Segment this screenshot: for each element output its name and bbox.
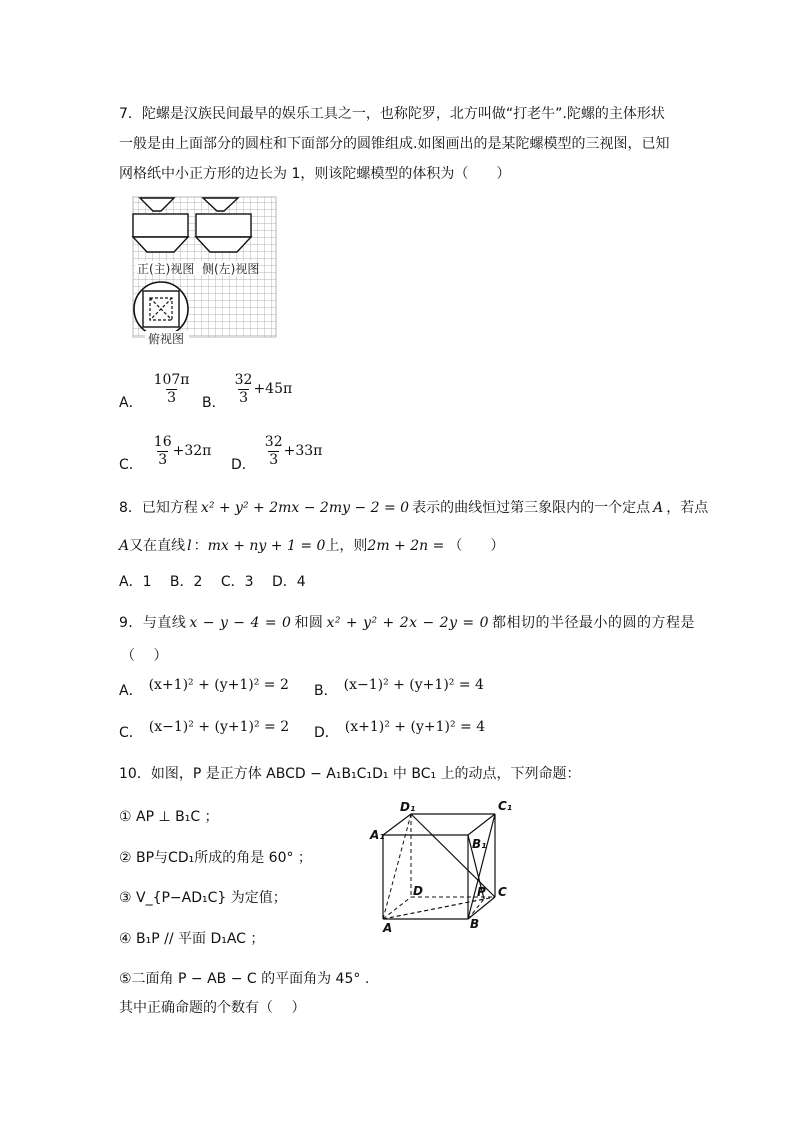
q9-option-b: B． (x−1)² + (y+1)² = 4 [314,677,484,699]
q7-option-d: D． $\frac{32}{3}$ +33π [231,433,323,473]
cube-label-a1: A₁ [370,828,385,842]
q10-ask: 其中正确命题的个数有（ ） [119,1000,306,1016]
top-view [134,282,188,336]
cube-label-b: B [470,917,480,931]
cube-label-d1: D₁ [400,800,416,814]
cube-label-b1: B₁ [472,837,487,851]
q7-line1: 7．陀螺是汉族民间最早的娱乐工具之一，也称陀罗，北方叫做“打老牛”.陀螺的主体形状 [119,106,665,122]
q9-paren: （ ） [121,648,168,664]
front-view-label: 正(主)视图 [137,262,195,276]
side-view-label: 侧(左)视图 [202,262,260,276]
cube-label-a: A [383,921,393,935]
q10-prop-5: ⑤二面角 P − AB − C 的平面角为 45° . [119,971,370,987]
q7-option-b: B． $\frac{32}{3}$ +45π [202,371,293,411]
q10-prop-1: ① AP ⊥ B₁C ； [119,809,219,825]
q10-prop-2: ② BP与CD₁所成的角是 60° ； [119,850,312,866]
cube-figure [366,796,516,936]
q9-line1: 9．与直线 x − y − 4 = 0 和圆 x² + y² + 2x − 2y = 0 都相切的半径最小的圆的方程是 [119,615,696,631]
q7-line3: 网格纸中小正方形的边长为 1，则该陀螺模型的体积为（ ） [119,166,511,182]
cube-label-d: D [413,884,423,898]
top-view-label: 俯视图 [148,332,185,345]
q10-prop-3: ③ V_{P−AD₁C} 为定值； [119,890,287,906]
q9-option-c: C． (x−1)² + (y+1)² = 2 [119,719,290,741]
q7-line2: 一般是由上面部分的圆柱和下面部分的圆锥组成.如图画出的是某陀螺模型的三视图，已知 [119,136,670,152]
q9-option-a: A． (x+1)² + (y+1)² = 2 [119,677,289,699]
cube-label-p: P [477,885,486,899]
q7-option-a: A． $\frac{107\pi}{3}$ [119,371,190,411]
cube-label-c: C [498,885,507,899]
three-view-figure [131,195,279,345]
q10-prop-4: ④ B₁P // 平面 D₁AC ； [119,931,265,947]
q7-option-c: C． $\frac{16}{3}$ +32π [119,433,212,473]
q9-option-d: D． (x+1)² + (y+1)² = 4 [314,719,486,741]
q8-options: A．1 B．2 C．3 D．4 [119,574,306,590]
q10-stem: 10．如图，P 是正方体 ABCD − A₁B₁C₁D₁ 中 BC₁ 上的动点，下列命题： [119,766,581,782]
cube-label-c1: C₁ [498,799,513,813]
q8-line2: A又在直线 l ：mx + ny + 1 = 0上，则2m + 2n = （ ） [119,538,505,554]
q8-line1: 8．已知方程 x² + y² + 2mx − 2my − 2 = 0 表示的曲线恒过第三象限内的一个定点 A ，若点 [119,500,709,516]
